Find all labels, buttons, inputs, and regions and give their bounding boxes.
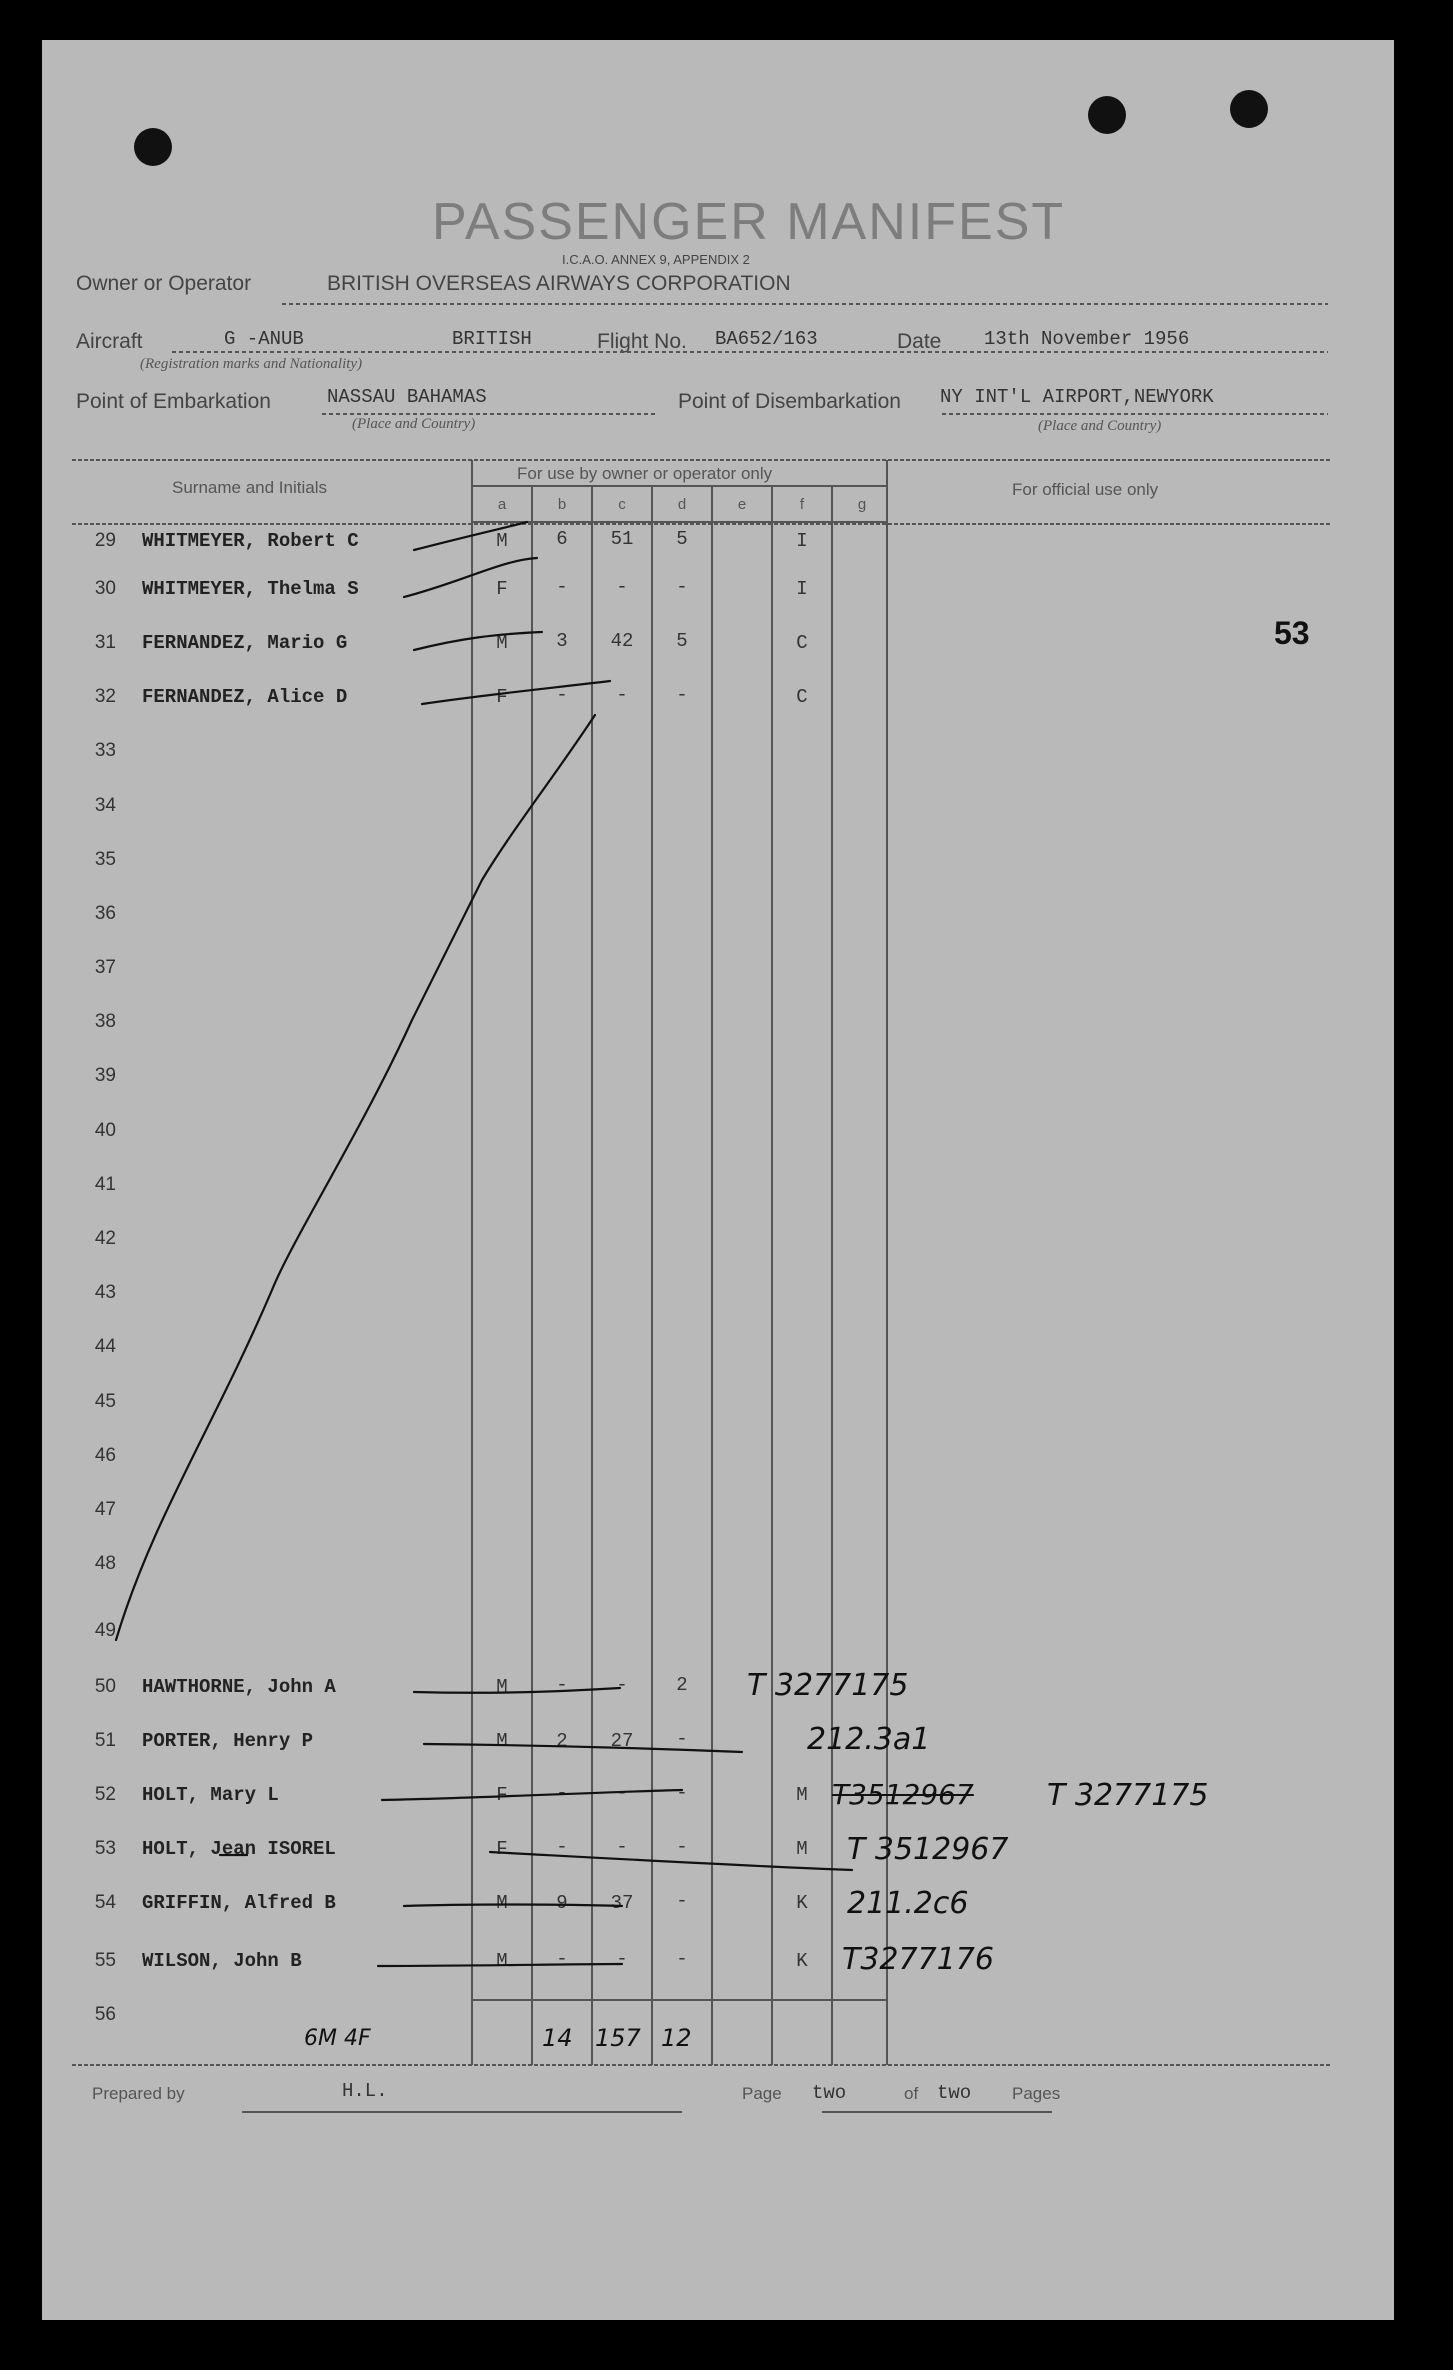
row-number: 54 xyxy=(94,1892,116,1913)
official-note: 211.2c6 xyxy=(847,1886,969,1921)
cell-c: - xyxy=(616,576,628,598)
embarkation-caption: (Place and Country) xyxy=(352,416,476,432)
of-label: of xyxy=(904,2084,919,2103)
embarkation-label: Point of Embarkation xyxy=(76,390,271,413)
passenger-name: HOLT, Jean ISOREL xyxy=(142,1838,336,1860)
cell-b: 2 xyxy=(556,1730,568,1752)
cell-f: I xyxy=(796,578,808,600)
row-number: 40 xyxy=(94,1120,116,1141)
column-a-header: a xyxy=(497,496,507,513)
owner-label: Owner or Operator xyxy=(76,272,252,295)
aircraft-caption: (Registration marks and Nationality) xyxy=(140,356,363,372)
cell-f: M xyxy=(796,1838,808,1860)
embarkation-value: NASSAU BAHAMAS xyxy=(327,386,487,408)
aircraft-nationality: BRITISH xyxy=(452,328,532,350)
cell-c: - xyxy=(616,684,628,706)
cell-b: - xyxy=(556,1674,568,1696)
column-f-header: f xyxy=(799,496,805,513)
cell-d: - xyxy=(676,1836,688,1858)
passenger-name: FERNANDEZ, Alice D xyxy=(142,686,348,708)
handwritten-strikes xyxy=(42,40,1394,2320)
row-number: 42 xyxy=(94,1228,116,1249)
cell-c: 37 xyxy=(610,1892,634,1914)
cell-c: - xyxy=(616,1782,628,1804)
flight-label: Flight No. xyxy=(597,330,687,353)
disembarkation-value: NY INT'L AIRPORT,NEWYORK xyxy=(940,386,1214,408)
row-number: 35 xyxy=(94,849,116,870)
cell-f: C xyxy=(796,686,808,708)
official-note: T3277176 xyxy=(842,1942,994,1977)
owner-value: BRITISH OVERSEAS AIRWAYS CORPORATION xyxy=(327,272,791,295)
page-label: Page xyxy=(742,2084,782,2103)
cell-a: F xyxy=(496,578,508,600)
total-c: 157 xyxy=(595,2024,641,2052)
cell-a: M xyxy=(496,1892,508,1914)
aircraft-label: Aircraft xyxy=(76,330,143,353)
passenger-name: GRIFFIN, Alfred B xyxy=(142,1892,336,1914)
row-number: 48 xyxy=(94,1553,116,1574)
passenger-name: HOLT, Mary L xyxy=(142,1784,279,1806)
total-d: 12 xyxy=(661,2024,692,2052)
official-note: T 3512967 xyxy=(847,1832,1009,1867)
page-stamp-number: 53 xyxy=(1274,615,1310,651)
disembarkation-label: Point of Disembarkation xyxy=(678,390,901,413)
passenger-name: WHITMEYER, Thelma S xyxy=(142,578,359,600)
aircraft-registration: G -ANUB xyxy=(224,328,304,350)
cell-a: F xyxy=(496,1838,508,1860)
row-number: 33 xyxy=(94,740,116,761)
row-number: 46 xyxy=(94,1445,116,1466)
row-number: 39 xyxy=(94,1065,116,1086)
row-number: 51 xyxy=(94,1730,116,1751)
cell-b: 6 xyxy=(556,528,568,550)
cell-a: F xyxy=(496,1784,508,1806)
row-number: 47 xyxy=(94,1499,116,1520)
cell-f: I xyxy=(796,530,808,552)
pages-label: Pages xyxy=(1012,2084,1061,2103)
prepared-by-value: H.L. xyxy=(342,2080,388,2102)
cell-b: - xyxy=(556,1836,568,1858)
passenger-name: FERNANDEZ, Mario G xyxy=(142,632,348,654)
row-number: 32 xyxy=(94,686,116,707)
cell-f: M xyxy=(796,1784,808,1806)
cell-c: 51 xyxy=(610,528,634,550)
total-b: 14 xyxy=(542,2024,573,2052)
row-number: 56 xyxy=(94,2004,116,2025)
flight-number: BA652/163 xyxy=(715,328,818,350)
cell-a: M xyxy=(496,632,508,654)
row-number: 50 xyxy=(94,1676,116,1697)
cell-a: F xyxy=(496,686,508,708)
row-number: 29 xyxy=(94,530,116,551)
date-label: Date xyxy=(897,330,942,353)
flight-date: 13th November 1956 xyxy=(984,328,1190,350)
column-b-header: b xyxy=(557,496,567,513)
cell-c: - xyxy=(616,1674,628,1696)
surname-header: Surname and Initials xyxy=(172,478,327,497)
cell-d: - xyxy=(676,1890,688,1912)
cell-d: 2 xyxy=(676,1674,688,1696)
cell-c: - xyxy=(616,1948,628,1970)
row-number: 53 xyxy=(94,1838,116,1859)
cell-b: - xyxy=(556,1948,568,1970)
cell-c: 27 xyxy=(610,1730,634,1752)
passenger-name: HAWTHORNE, John A xyxy=(142,1676,336,1698)
row-number: 41 xyxy=(94,1174,116,1195)
struck-official-note: T3512967 xyxy=(832,1778,974,1811)
cell-a: M xyxy=(496,1676,508,1698)
cell-b: - xyxy=(556,1782,568,1804)
cell-f: C xyxy=(796,632,808,654)
owner-use-header: For use by owner or operator only xyxy=(517,464,773,483)
passenger-name: WHITMEYER, Robert C xyxy=(142,530,359,552)
row-number: 55 xyxy=(94,1950,116,1971)
cell-d: - xyxy=(676,1728,688,1750)
passenger-name: WILSON, John B xyxy=(142,1950,302,1972)
cell-b: - xyxy=(556,576,568,598)
row-number: 38 xyxy=(94,1011,116,1032)
column-g-header: g xyxy=(857,496,867,513)
page-value: two xyxy=(812,2082,847,2104)
cell-d: 5 xyxy=(676,630,688,652)
manifest-sheet xyxy=(42,40,1394,2320)
cell-a: M xyxy=(496,1950,508,1972)
official-note: 212.3a1 xyxy=(807,1722,931,1757)
cell-d: - xyxy=(676,576,688,598)
column-e-header: e xyxy=(737,496,747,513)
cell-d: 5 xyxy=(676,528,688,550)
column-c-header: c xyxy=(618,496,626,513)
cell-f: K xyxy=(796,1950,808,1972)
official-use-header: For official use only xyxy=(1012,480,1159,499)
total-pages-value: two xyxy=(937,2082,972,2104)
passenger-name: PORTER, Henry P xyxy=(142,1730,314,1752)
row-number: 45 xyxy=(94,1391,116,1412)
totals-gender: 6M 4F xyxy=(304,2026,371,2051)
cell-b: 9 xyxy=(556,1892,568,1914)
row-number: 36 xyxy=(94,903,116,924)
cell-b: 3 xyxy=(556,630,568,652)
row-number: 37 xyxy=(94,957,116,978)
cell-f: K xyxy=(796,1892,808,1914)
cell-d: - xyxy=(676,1948,688,1970)
row-number: 49 xyxy=(94,1620,116,1641)
row-number: 31 xyxy=(94,632,116,653)
cell-c: 42 xyxy=(610,630,634,652)
cell-c: - xyxy=(616,1836,628,1858)
cell-a: M xyxy=(496,530,508,552)
row-number: 44 xyxy=(94,1336,116,1357)
row-number: 30 xyxy=(94,578,116,599)
manifest-title: PASSENGER MANIFEST xyxy=(432,193,1066,251)
prepared-by-label: Prepared by xyxy=(92,2084,185,2103)
row-number: 52 xyxy=(94,1784,116,1805)
cell-b: - xyxy=(556,684,568,706)
row-number: 43 xyxy=(94,1282,116,1303)
icao-reference: I.C.A.O. ANNEX 9, APPENDIX 2 xyxy=(562,252,750,267)
official-note: T 3277175 xyxy=(747,1668,909,1703)
disembarkation-caption: (Place and Country) xyxy=(1038,418,1162,434)
cell-d: - xyxy=(676,1782,688,1804)
cell-d: - xyxy=(676,684,688,706)
official-note: T 3277175 xyxy=(1047,1778,1209,1813)
column-d-header: d xyxy=(677,496,687,513)
row-number: 34 xyxy=(94,795,116,816)
cell-a: M xyxy=(496,1730,508,1752)
